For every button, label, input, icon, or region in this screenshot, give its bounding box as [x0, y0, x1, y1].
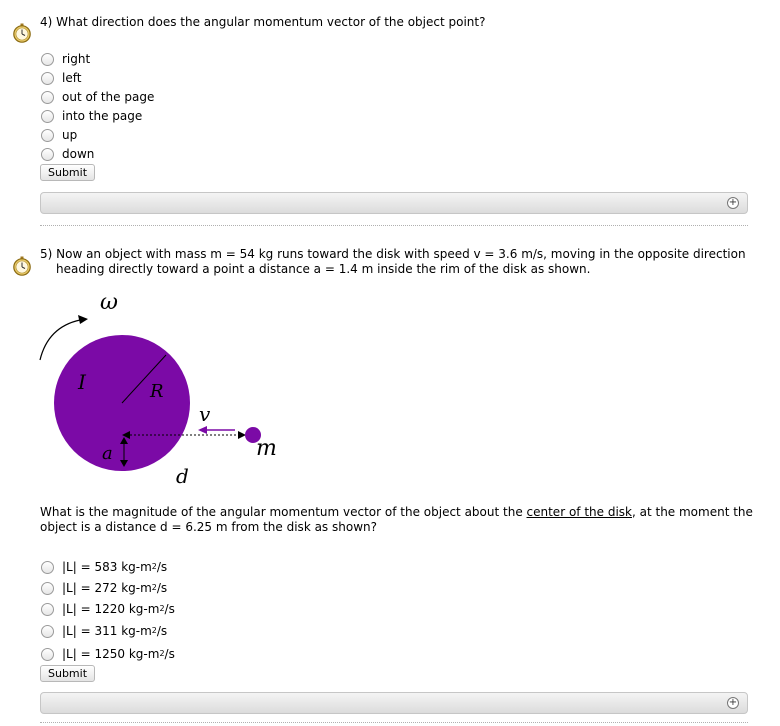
expand-plus-icon[interactable]: + — [728, 197, 738, 208]
question-4-text: 4) What direction does the angular momentum vector of the object point? — [40, 15, 486, 29]
inertia-label: I — [78, 370, 86, 394]
rotation-arrowhead — [78, 315, 88, 324]
hint-bar-q5[interactable] — [40, 692, 748, 714]
radio-button[interactable] — [41, 91, 54, 104]
rotation-arrow — [40, 320, 80, 360]
stopwatch-icon — [12, 256, 32, 276]
expand-plus-icon[interactable]: + — [728, 697, 738, 708]
radio-button[interactable] — [41, 648, 54, 661]
radio-button[interactable] — [41, 72, 54, 85]
velocity-arrowhead — [198, 426, 207, 434]
answer-option-1[interactable]: |L| = 583 kg-m 2 /s — [41, 558, 167, 576]
answer-option-2[interactable]: |L| = 272 kg-m 2 /s — [41, 579, 167, 597]
radio-button[interactable] — [41, 148, 54, 161]
option-down[interactable] — [41, 145, 94, 163]
radio-button[interactable] — [41, 110, 54, 123]
distance-arrow-right — [238, 431, 246, 439]
divider — [40, 225, 748, 226]
subquestion-post: , at the moment the — [631, 505, 753, 519]
radio-button[interactable] — [41, 603, 54, 616]
option-label: up — [62, 128, 78, 142]
divider — [40, 722, 748, 723]
distance-label: d — [176, 464, 189, 488]
question-5-line1: 5) Now an object with mass m = 54 kg runs toward the disk with speed v = 3.6 m/s, moving in the opposite direction — [40, 247, 746, 261]
option-up[interactable] — [41, 126, 77, 144]
radio-button[interactable] — [41, 53, 54, 66]
unit-base: kg-m — [121, 581, 152, 595]
unit-base: kg-m — [128, 602, 160, 616]
center-of-disk-link: center of the disk — [526, 505, 632, 519]
answer-value: 311 — [94, 624, 118, 638]
hint-bar-q4[interactable] — [40, 192, 748, 214]
answer-value: 272 — [94, 581, 118, 595]
answer-prefix: |L| = — [62, 647, 95, 661]
submit-button-q5[interactable]: Submit — [40, 665, 95, 682]
option-into-page[interactable] — [41, 107, 142, 125]
omega-label: ω — [100, 290, 118, 315]
option-label: left — [62, 71, 82, 85]
answer-option-3[interactable]: |L| = 1220 kg-m 2 /s — [41, 600, 175, 618]
answer-value: 583 — [94, 560, 118, 574]
answer-prefix: |L| = — [62, 624, 95, 638]
submit-button-q4[interactable]: Submit — [40, 164, 95, 181]
answer-prefix: |L| = — [62, 602, 95, 616]
unit-tail: /s — [156, 560, 168, 574]
mass-label: m — [256, 436, 277, 461]
stopwatch-icon — [12, 23, 32, 43]
answer-option-4[interactable]: |L| = 311 kg-m 2 /s — [41, 622, 167, 640]
subquestion-line1 — [40, 504, 753, 520]
unit-base: kg-m — [128, 647, 160, 661]
unit-base: kg-m — [121, 560, 152, 574]
disk-diagram — [30, 285, 300, 490]
unit-tail: /s — [156, 581, 168, 595]
radio-button[interactable] — [41, 582, 54, 595]
unit-tail: /s — [164, 647, 175, 661]
unit-tail: /s — [156, 624, 168, 638]
subquestion-pre: What is the magnitude of the angular momentum vector of the object about the — [40, 505, 527, 519]
option-label: out of the page — [62, 90, 155, 104]
radio-button[interactable] — [41, 561, 54, 574]
question-5-line2: heading directly toward a point a distance a = 1.4 m inside the rim of the disk as shown. — [56, 262, 591, 276]
radio-button[interactable] — [41, 625, 54, 638]
answer-value: 1220 — [94, 602, 126, 616]
radius-label: R — [150, 381, 164, 402]
answer-prefix: |L| = — [62, 560, 95, 574]
unit-tail: /s — [164, 602, 175, 616]
unit-base: kg-m — [121, 624, 152, 638]
velocity-label: v — [199, 402, 211, 426]
option-left[interactable] — [41, 69, 81, 87]
answer-value: 1250 — [94, 647, 126, 661]
a-label: a — [102, 443, 113, 464]
radio-button[interactable] — [41, 129, 54, 142]
answer-option-5[interactable]: |L| = 1250 kg-m 2 /s — [41, 645, 175, 663]
option-label: down — [62, 147, 95, 161]
answer-prefix: |L| = — [62, 581, 95, 595]
subquestion-line2: object is a distance d = 6.25 m from the disk as shown? — [40, 520, 377, 534]
option-right[interactable] — [41, 50, 90, 68]
option-out-of-page[interactable] — [41, 88, 154, 106]
option-label: right — [62, 52, 91, 66]
option-label: into the page — [62, 109, 143, 123]
